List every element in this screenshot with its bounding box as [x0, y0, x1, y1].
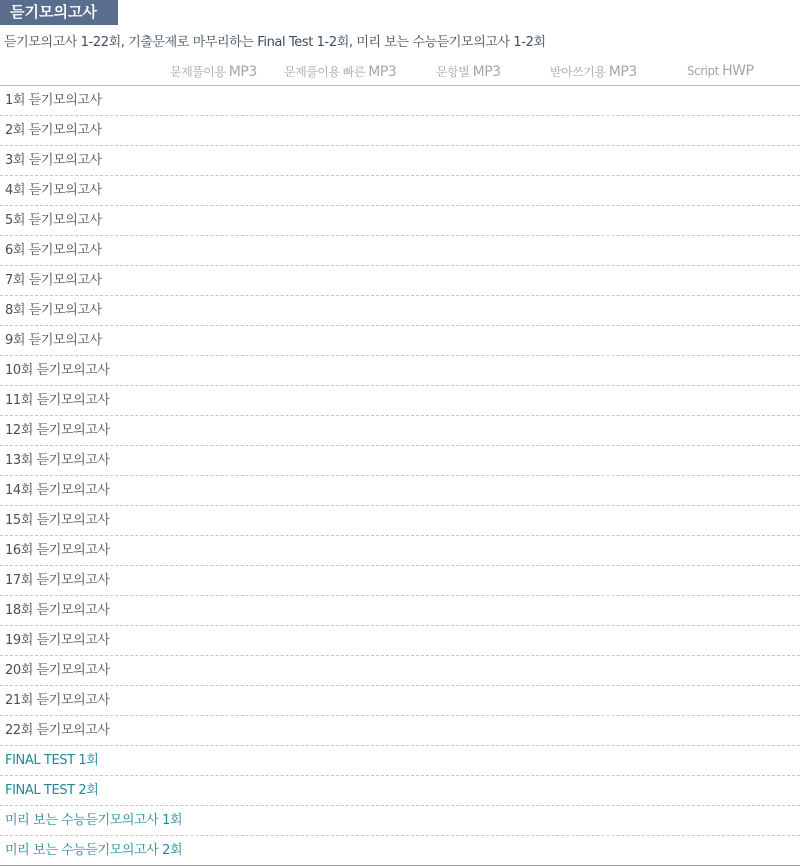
table-row — [0, 386, 800, 416]
row-label: 18회 듣기모의고사 — [5, 603, 110, 618]
row-label: 14회 듣기모의고사 — [5, 483, 110, 498]
row-label: 미리 보는 수능듣기모의고사 2회 — [5, 843, 183, 858]
page-subtitle: 듣기모의고사 1-22회, 기출문제로 마무리하는 Final Test 1-2회, 미리 보는 수능듣기모의고사 1-2회 — [4, 35, 546, 50]
row-label: 8회 듣기모의고사 — [5, 303, 102, 318]
row-label: 20회 듣기모의고사 — [5, 663, 110, 678]
table-row — [0, 296, 800, 326]
row-label: 10회 듣기모의고사 — [5, 363, 110, 378]
column-label: 문제풀이용 — [170, 65, 226, 79]
column-format: HWP — [722, 63, 754, 79]
table-row — [0, 86, 800, 116]
row-label: 6회 듣기모의고사 — [5, 243, 102, 258]
row-label: 12회 듣기모의고사 — [5, 423, 110, 438]
table-row — [0, 176, 800, 206]
table-row — [0, 746, 800, 776]
column-header-solve-mp3 — [170, 63, 257, 80]
row-label: FINAL TEST 1회 — [5, 753, 99, 768]
table-row — [0, 446, 800, 476]
test-list — [0, 86, 800, 866]
column-label: Script — [687, 64, 719, 78]
table-row — [0, 356, 800, 386]
table-row — [0, 476, 800, 506]
row-label: 22회 듣기모의고사 — [5, 723, 110, 738]
table-row — [0, 266, 800, 296]
table-row — [0, 836, 800, 866]
row-label: 미리 보는 수능듣기모의고사 1회 — [5, 813, 183, 828]
row-label: 2회 듣기모의고사 — [5, 123, 102, 138]
table-row — [0, 236, 800, 266]
column-header-dictation-mp3 — [550, 63, 637, 80]
row-label: 17회 듣기모의고사 — [5, 573, 110, 588]
table-row — [0, 506, 800, 536]
column-label: 문항별 — [436, 65, 470, 79]
row-label: 9회 듣기모의고사 — [5, 333, 102, 348]
table-row — [0, 326, 800, 356]
table-row — [0, 116, 800, 146]
row-label: 19회 듣기모의고사 — [5, 633, 110, 648]
column-label: 문제풀이용 빠른 — [284, 65, 365, 79]
table-row — [0, 686, 800, 716]
column-header-script-hwp — [687, 63, 753, 79]
row-label: 7회 듣기모의고사 — [5, 273, 102, 288]
row-label: FINAL TEST 2회 — [5, 783, 99, 798]
column-header-fast-mp3 — [284, 63, 396, 80]
column-format: MP3 — [608, 64, 637, 80]
page-title: 듣기모의고사 — [10, 3, 97, 21]
row-label: 15회 듣기모의고사 — [5, 513, 110, 528]
row-label: 5회 듣기모의고사 — [5, 213, 102, 228]
row-label: 3회 듣기모의고사 — [5, 153, 102, 168]
column-label: 받아쓰기용 — [550, 65, 606, 79]
row-label: 13회 듣기모의고사 — [5, 453, 110, 468]
row-label: 21회 듣기모의고사 — [5, 693, 110, 708]
column-format: MP3 — [472, 64, 501, 80]
row-label: 11회 듣기모의고사 — [5, 393, 110, 408]
table-row — [0, 416, 800, 446]
table-row — [0, 566, 800, 596]
table-row — [0, 656, 800, 686]
table-row — [0, 146, 800, 176]
column-header-item-mp3 — [436, 63, 501, 80]
table-row — [0, 776, 800, 806]
table-row — [0, 626, 800, 656]
row-label: 1회 듣기모의고사 — [5, 93, 102, 108]
row-label: 4회 듣기모의고사 — [5, 183, 102, 198]
row-label: 16회 듣기모의고사 — [5, 543, 110, 558]
column-format: MP3 — [368, 64, 397, 80]
column-format: MP3 — [228, 64, 257, 80]
table-row — [0, 206, 800, 236]
table-row — [0, 716, 800, 746]
table-row — [0, 806, 800, 836]
table-row — [0, 536, 800, 566]
page-title-badge — [0, 0, 118, 25]
column-header-row — [0, 58, 800, 86]
table-row — [0, 596, 800, 626]
